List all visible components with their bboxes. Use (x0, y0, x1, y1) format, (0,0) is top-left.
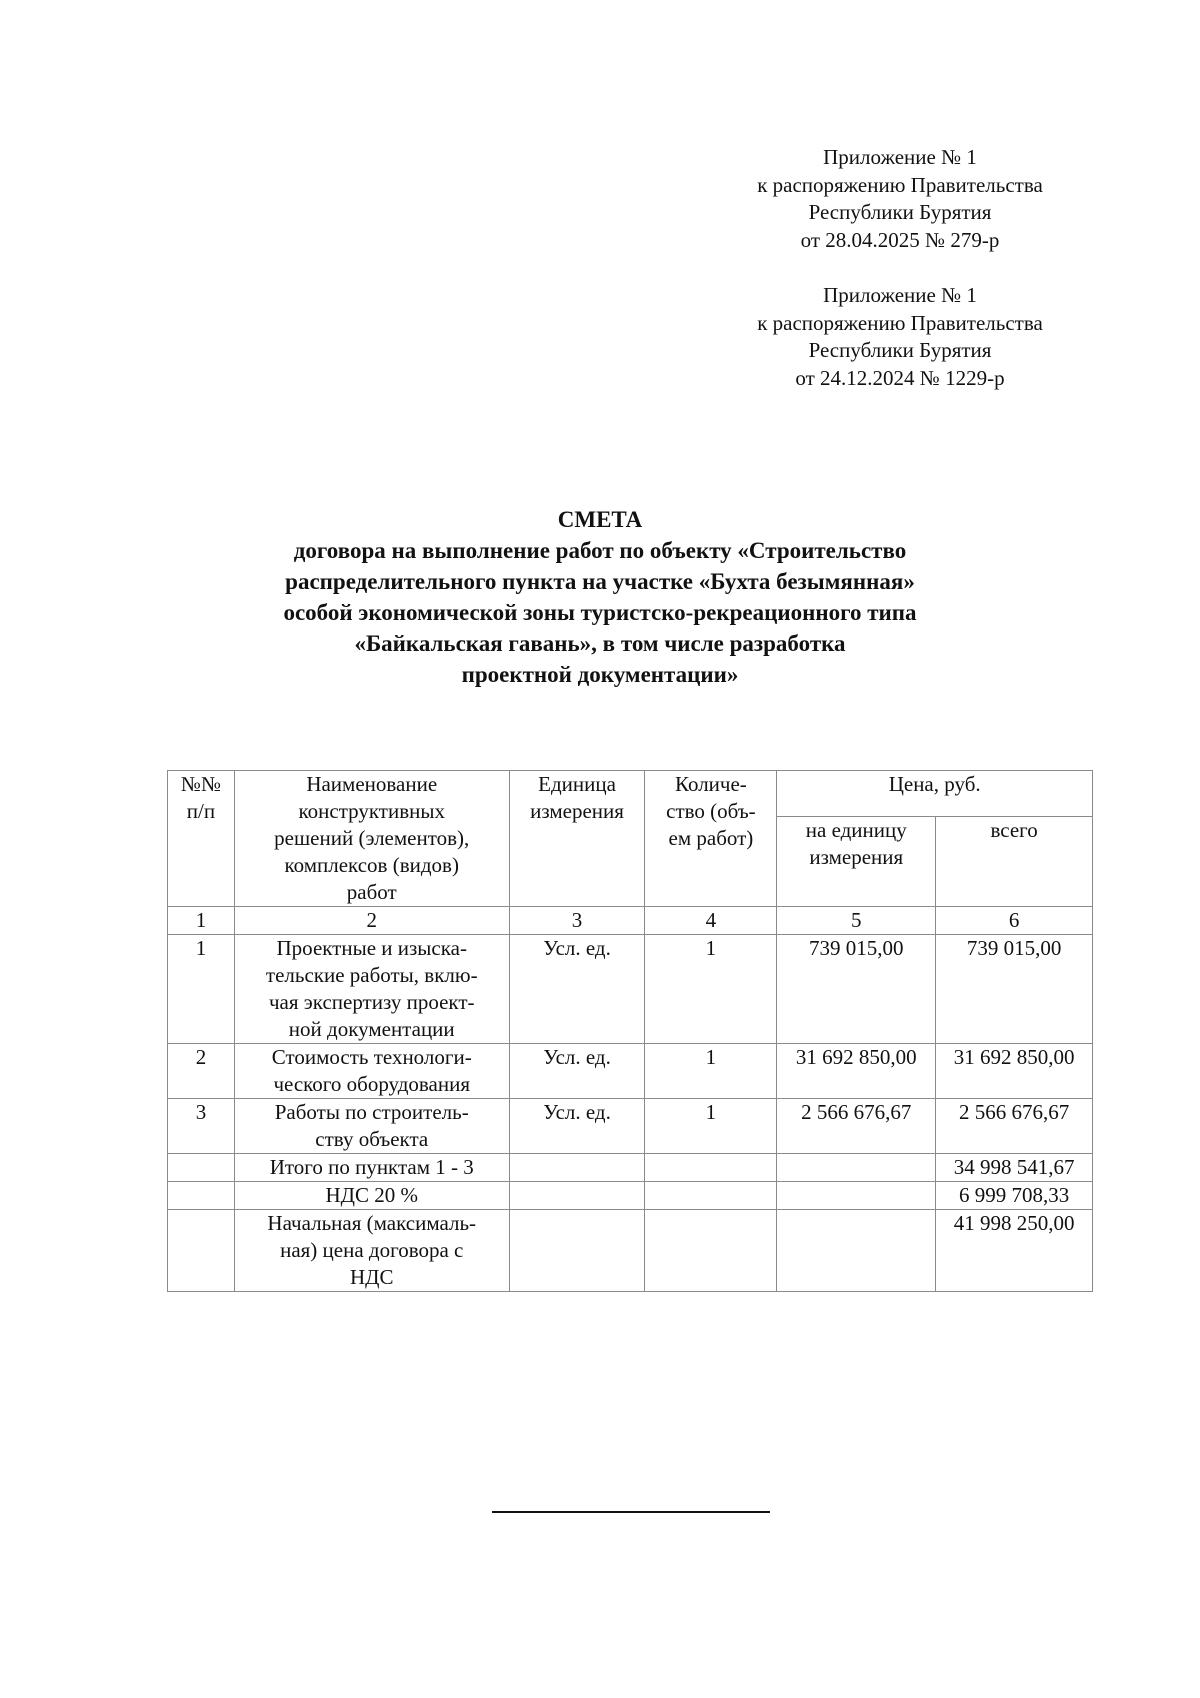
row-qty (645, 1154, 777, 1182)
column-number: 6 (936, 907, 1093, 935)
annex-authority: Республики Бурятия (808, 338, 992, 362)
row-unit: Усл. ед. (509, 935, 645, 1044)
summary-total: 6 999 708,33 (936, 1182, 1093, 1210)
estimate-table-body (168, 771, 1093, 1292)
row-qty: 1 (645, 1044, 777, 1099)
annex-reference: к распоряжению Правительства (757, 172, 1043, 197)
row-num: 1 (168, 935, 235, 1044)
signature-line (492, 1511, 770, 1513)
row-num (168, 1210, 235, 1292)
row-qty (645, 1182, 777, 1210)
header-per-unit: на единицу измерения (777, 816, 936, 906)
summary-label: Начальная (максималь- ная) цена договора с НДС (234, 1210, 509, 1292)
column-number: 5 (777, 907, 936, 935)
summary-row (168, 1210, 1093, 1292)
row-unit (509, 1182, 645, 1210)
row-unit (509, 1210, 645, 1292)
column-number: 3 (509, 907, 645, 935)
row-num (168, 1182, 235, 1210)
column-number: 4 (645, 907, 777, 935)
title-line: «Байкальская гавань», в том числе разработка (354, 631, 846, 656)
row-qty: 1 (645, 1099, 777, 1154)
row-num (168, 1154, 235, 1182)
row-per-unit (777, 1182, 936, 1210)
row-unit: Усл. ед. (509, 1099, 645, 1154)
row-total: 2 566 676,67 (936, 1099, 1093, 1154)
row-name: Проектные и изыска- тельские работы, вклю- чая экспертизу проект- ной документации (234, 935, 509, 1044)
header-total: всего (936, 816, 1093, 906)
title-line: распределительного пункта на участке «Бухта безымянная» (285, 569, 915, 594)
header-unit: Единица измерения (509, 771, 645, 907)
row-unit: Усл. ед. (509, 1044, 645, 1099)
annex-date-number: от 28.04.2025 № 279-р (800, 227, 1000, 252)
row-per-unit: 739 015,00 (777, 935, 936, 1044)
column-number: 2 (234, 907, 509, 935)
column-number-row (168, 907, 1093, 935)
annex-date-number: от 24.12.2024 № 1229-р (795, 365, 1005, 390)
row-num: 2 (168, 1044, 235, 1099)
row-total: 31 692 850,00 (936, 1044, 1093, 1099)
row-qty (645, 1210, 777, 1292)
annex-authority: Республики Бурятия (808, 200, 992, 224)
summary-label: Итого по пунктам 1 - 3 (234, 1154, 509, 1182)
summary-total: 41 998 250,00 (936, 1210, 1093, 1292)
annex-header-1 (735, 144, 1065, 254)
title-line: проектной документации» (461, 662, 739, 687)
title-heading: СМЕТА (557, 507, 643, 532)
table-row (168, 1044, 1093, 1099)
row-per-unit (777, 1210, 936, 1292)
row-per-unit (777, 1154, 936, 1182)
summary-total: 34 998 541,67 (936, 1154, 1093, 1182)
row-per-unit: 2 566 676,67 (777, 1099, 936, 1154)
row-qty: 1 (645, 935, 777, 1044)
annex-title: Приложение № 1 (823, 145, 977, 169)
document-title (200, 504, 1000, 690)
annex-header-2 (735, 282, 1065, 392)
row-name: Стоимость технологи- ческого оборудования (234, 1044, 509, 1099)
annex-reference: к распоряжению Правительства (757, 310, 1043, 335)
header-num: №№ п/п (168, 771, 235, 907)
header-price: Цена, руб. (777, 771, 1093, 817)
summary-label: НДС 20 % (234, 1182, 509, 1210)
table-row (168, 935, 1093, 1044)
column-number: 1 (168, 907, 235, 935)
row-total: 739 015,00 (936, 935, 1093, 1044)
title-line: особой экономической зоны туристско-рекреационного типа (283, 600, 917, 625)
table-row (168, 1099, 1093, 1154)
summary-row (168, 1154, 1093, 1182)
annex-title: Приложение № 1 (823, 283, 977, 307)
title-line: договора на выполнение работ по объекту «Строительство (293, 538, 907, 563)
summary-row (168, 1182, 1093, 1210)
row-per-unit: 31 692 850,00 (777, 1044, 936, 1099)
estimate-table (167, 770, 1093, 1292)
row-unit (509, 1154, 645, 1182)
row-num: 3 (168, 1099, 235, 1154)
row-name: Работы по строитель- ству объекта (234, 1099, 509, 1154)
header-qty: Количе- ство (объ- ем работ) (645, 771, 777, 907)
header-name: Наименование конструктивных решений (элементов), комплексов (видов) работ (234, 771, 509, 907)
header-row (168, 771, 1093, 817)
